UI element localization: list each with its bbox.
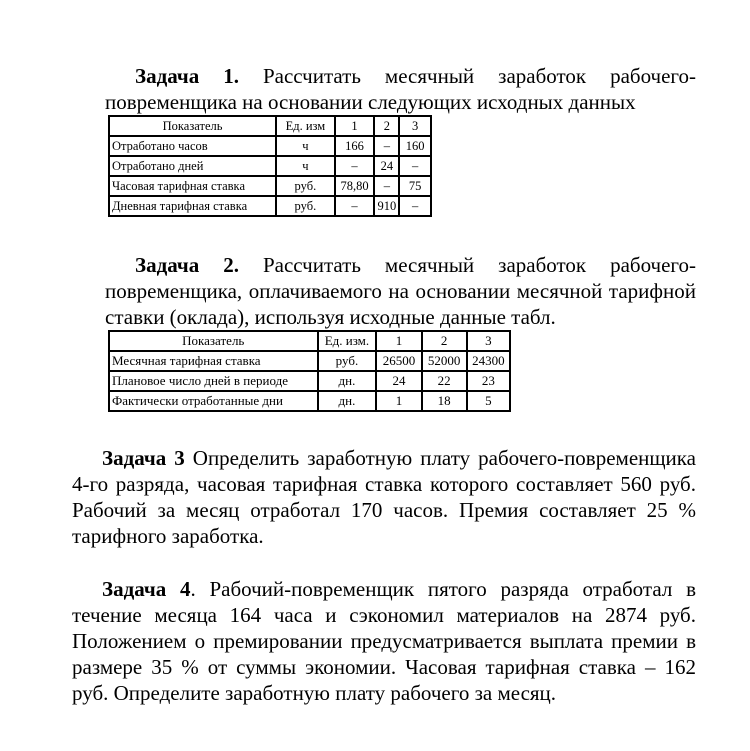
table-cell: ч	[276, 136, 335, 156]
table-cell: 1	[376, 391, 421, 411]
table-cell: Отработано дней	[109, 156, 276, 176]
table-header-cell: 2	[374, 116, 399, 136]
table-cell: руб.	[276, 176, 335, 196]
table-header-cell: 3	[467, 331, 510, 351]
task1-table	[108, 115, 432, 217]
task1-paragraph	[105, 63, 696, 115]
table-row	[109, 391, 510, 411]
task1-text: Рассчитать месячный заработок рабочего-повременщика на основании следующих исходных данных	[105, 64, 697, 114]
table-cell: –	[399, 156, 431, 176]
table-row	[109, 136, 431, 156]
table-cell: Дневная тарифная ставка	[109, 196, 276, 216]
table-cell: 18	[422, 391, 467, 411]
table-cell: Отработано часов	[109, 136, 276, 156]
task4-title: Задача 4	[102, 577, 191, 601]
table-cell: 26500	[376, 351, 421, 371]
table-cell: –	[335, 196, 375, 216]
task2-title: Задача 2.	[135, 253, 239, 277]
table-cell: 23	[467, 371, 510, 391]
table-cell: Фактически отработанные дни	[109, 391, 318, 411]
table-cell: Плановое число дней в периоде	[109, 371, 318, 391]
table-cell: –	[374, 176, 399, 196]
table-cell: Месячная тарифная ставка	[109, 351, 318, 371]
table-cell: 24	[376, 371, 421, 391]
table-row	[109, 156, 431, 176]
table-header-cell: 1	[335, 116, 375, 136]
table-cell: 22	[422, 371, 467, 391]
table-row	[109, 176, 431, 196]
table-header-row	[109, 331, 510, 351]
table-row	[109, 351, 510, 371]
task2-paragraph	[105, 252, 696, 330]
table-cell: 5	[467, 391, 510, 411]
table-cell: 24300	[467, 351, 510, 371]
table-header-cell: Показатель	[109, 331, 318, 351]
table-cell: 24	[374, 156, 399, 176]
table-cell: дн.	[318, 371, 377, 391]
table-row	[109, 196, 431, 216]
table-row	[109, 371, 510, 391]
table-cell: 910	[374, 196, 399, 216]
table-header-cell: Ед. изм	[276, 116, 335, 136]
table-cell: 75	[399, 176, 431, 196]
task3-title: Задача 3	[102, 446, 185, 470]
table-header-cell: 2	[422, 331, 467, 351]
table-cell: 160	[399, 136, 431, 156]
task2-text: Рассчитать месячный заработок рабочего-повременщика, оплачиваемого на основании месячной тарифной ставки (оклада), используя исходные данные табл.	[105, 253, 697, 329]
table-header-cell: Ед. изм.	[318, 331, 377, 351]
task3-text: Определить заработную плату рабочего-повременщика 4-го разряда, часовая тарифная ставка которого составляет 560 руб. Рабочий за месяц отработал 170 часов. Премия составляет 25 % тарифного заработка.	[72, 446, 696, 548]
table-cell: ч	[276, 156, 335, 176]
table-cell: –	[374, 136, 399, 156]
table-cell: руб.	[276, 196, 335, 216]
table-header-cell: Показатель	[109, 116, 276, 136]
task4-paragraph	[72, 576, 696, 706]
table-cell: –	[335, 156, 375, 176]
task2-table	[108, 330, 511, 412]
table-cell: 52000	[422, 351, 467, 371]
table-cell: руб.	[318, 351, 377, 371]
table-cell: 166	[335, 136, 375, 156]
table-header-cell: 1	[376, 331, 421, 351]
task4-text: . Рабочий-повременщик пятого разряда отработал в течение месяца 164 часа и сэкономил материалов на 2874 руб. Положением о премировании предусматривается выплата премии в размере 35 % от суммы экономии. Часовая тарифная ставка – 162 руб. Определите заработную плату рабочего за месяц.	[72, 577, 696, 705]
table-cell: 78,80	[335, 176, 375, 196]
table-header-row	[109, 116, 431, 136]
table-cell: дн.	[318, 391, 377, 411]
task1-title: Задача 1.	[135, 64, 239, 88]
task3-paragraph	[72, 445, 696, 549]
table-cell: –	[399, 196, 431, 216]
table-header-cell: 3	[399, 116, 431, 136]
table-cell: Часовая тарифная ставка	[109, 176, 276, 196]
